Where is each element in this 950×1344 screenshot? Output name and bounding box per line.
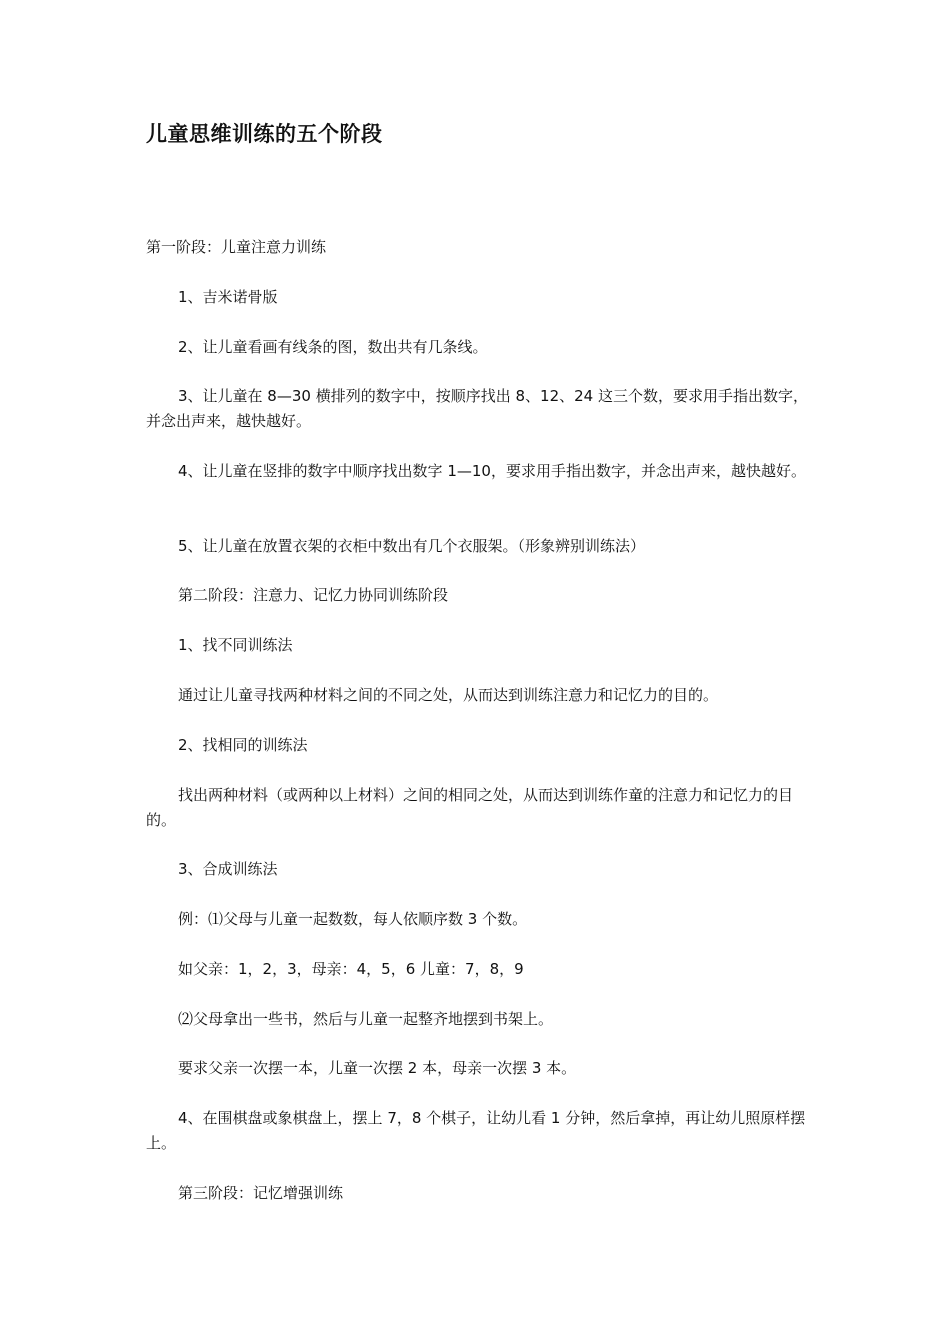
paragraph: 4、在围棋盘或象棋盘上，摆上 7，8 个棋子，让幼儿看 1 分钟，然后拿掉，再让幼儿照原样摆上。 <box>146 1109 806 1152</box>
paragraph: 通过让儿童寻找两种材料之间的不同之处，从而达到训练注意力和记忆力的目的。 <box>178 686 719 704</box>
paragraph: ⑵父母拿出一些书，然后与儿童一起整齐地摆到书架上。 <box>178 1010 554 1028</box>
paragraph: 1、找不同训练法 <box>178 636 293 654</box>
document-title: 儿童思维训练的五个阶段 <box>146 122 383 146</box>
paragraph: 3、让儿童在 8—30 横排列的数字中，按顺序找出 8、12、24 这三个数，要求用手指出数字，并念出声来，越快越好。 <box>146 387 808 430</box>
paragraph: 2、找相同的训练法 <box>178 736 308 754</box>
paragraph: 如父亲：1，2，3，母亲：4，5，6 儿童：7，8，9 <box>178 960 524 978</box>
paragraph: 1、吉米诺骨版 <box>178 288 278 306</box>
section-heading-stage-1: 第一阶段：儿童注意力训练 <box>146 238 327 256</box>
paragraph: 要求父亲一次摆一本，儿童一次摆 2 本，母亲一次摆 3 本。 <box>178 1059 577 1077</box>
paragraph: 3、合成训练法 <box>178 860 278 878</box>
paragraph: 5、让儿童在放置衣架的衣柜中数出有几个衣服架。（形象辨别训练法） <box>178 537 646 555</box>
section-heading-stage-3: 第三阶段：记忆增强训练 <box>178 1184 344 1202</box>
paragraph: 例：⑴父母与儿童一起数数，每人依顺序数 3 个数。 <box>178 910 528 928</box>
paragraph: 找出两种材料（或两种以上材料）之间的相同之处，从而达到训练作童的注意力和记忆力的目的。 <box>146 786 794 829</box>
section-heading-stage-2: 第二阶段：注意力、记忆力协同训练阶段 <box>178 586 449 604</box>
paragraph: 4、让儿童在竖排的数字中顺序找出数字 1—10，要求用手指出数字，并念出声来，越快越好。 <box>178 462 806 480</box>
paragraph: 2、让儿童看画有线条的图，数出共有几条线。 <box>178 338 488 356</box>
